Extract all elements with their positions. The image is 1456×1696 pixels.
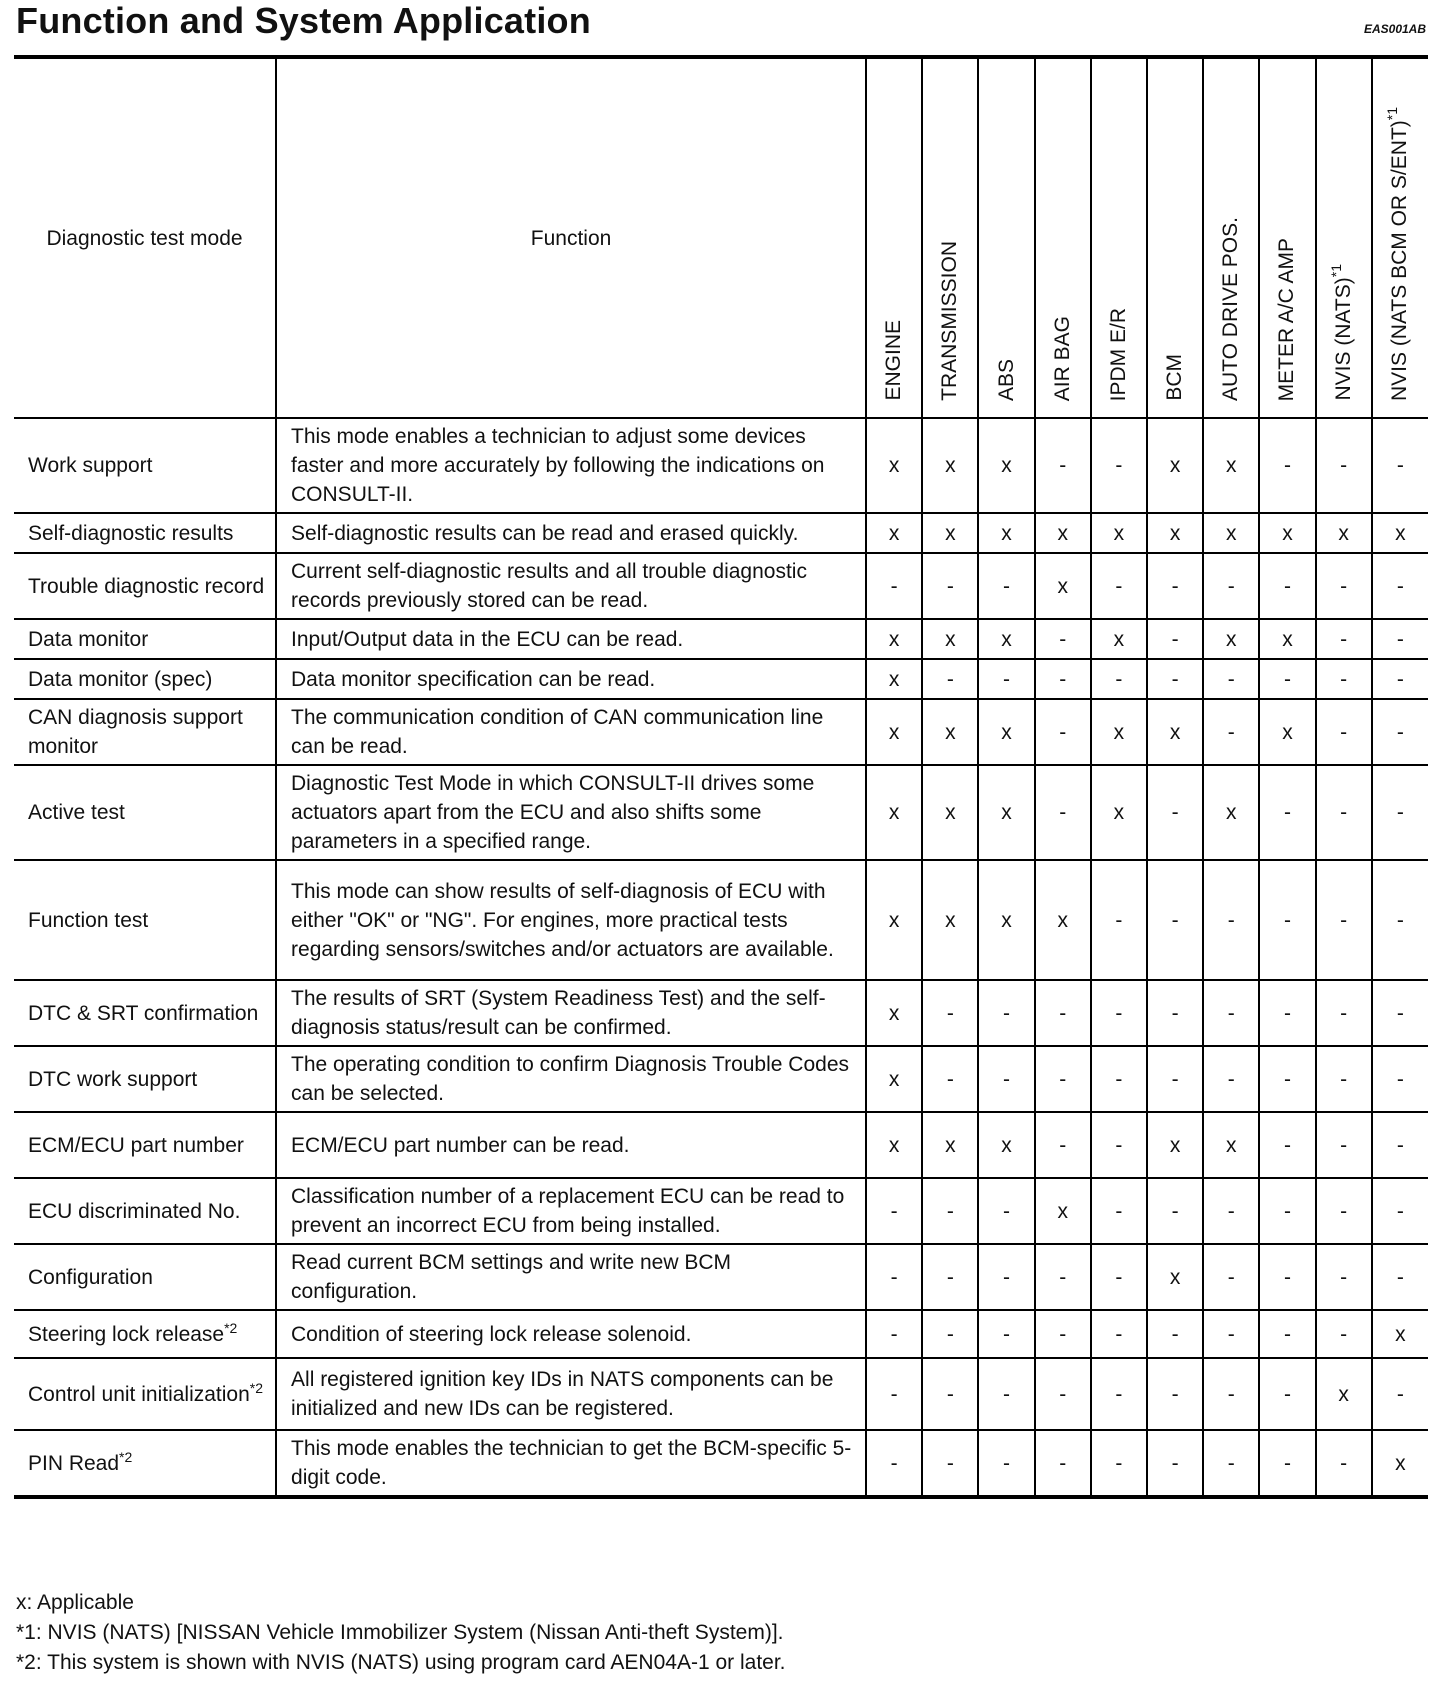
table-row [14,1310,1428,1358]
applicability-mark: - [1259,1112,1315,1178]
diagnostic-mode-label: Active test [28,801,125,824]
table-row [14,765,1428,860]
applicability-mark: - [1372,553,1428,619]
applicability-mark: - [1147,553,1203,619]
applicability-mark: - [1316,1244,1372,1310]
applicability-mark: x [978,699,1034,765]
function-description-cell: Condition of steering lock release solenoid. [276,1310,866,1358]
applicability-mark: - [1316,765,1372,860]
diagnostic-mode-cell [14,1310,276,1358]
applicability-mark: x [1259,699,1315,765]
applicability-mark: - [1203,1046,1259,1112]
applicability-mark: - [1259,1358,1315,1430]
diagnostic-mode-cell [14,1178,276,1244]
applicability-mark: - [1091,659,1147,699]
applicability-mark: - [1259,553,1315,619]
applicability-mark: x [978,1112,1034,1178]
applicability-mark: - [1203,553,1259,619]
applicability-mark: - [1259,1244,1315,1310]
applicability-mark: - [978,1430,1034,1497]
applicability-mark: - [1091,1358,1147,1430]
applicability-mark: - [1147,1430,1203,1497]
table-row [14,553,1428,619]
function-description-cell: This mode enables the technician to get the BCM-specific 5-digit code. [276,1430,866,1497]
applicability-mark: - [866,1178,922,1244]
applicability-mark: - [978,1244,1034,1310]
function-description-cell: Diagnostic Test Mode in which CONSULT-II drives some actuators apart from the ECU and also shifts some parameters in a specified range. [276,765,866,860]
applicability-mark: - [922,1358,978,1430]
applicability-mark: - [1091,860,1147,980]
table-row [14,1244,1428,1310]
applicability-mark: x [978,860,1034,980]
table-row [14,699,1428,765]
applicability-mark: x [1035,553,1091,619]
header-system [1372,57,1428,418]
applicability-mark: x [922,513,978,553]
applicability-mark: - [1203,1310,1259,1358]
applicability-mark: - [1372,1178,1428,1244]
applicability-mark: - [1147,1178,1203,1244]
header-system-footnote: *1 [1384,106,1401,121]
applicability-mark: - [866,1358,922,1430]
header-system [922,57,978,418]
applicability-mark: x [1259,619,1315,659]
diagnostic-mode-cell [14,699,276,765]
applicability-mark: - [1259,1178,1315,1244]
applicability-mark: x [922,418,978,513]
applicability-mark: - [978,1310,1034,1358]
applicability-mark: x [1091,513,1147,553]
table-header-row [14,57,1428,418]
header-system-footnote: *1 [1327,264,1344,278]
applicability-mark: - [1372,699,1428,765]
applicability-mark: - [1372,1244,1428,1310]
diagnostic-mode-label: CAN diagnosis support monitor [28,706,243,758]
diagnostic-mode-cell [14,765,276,860]
applicability-mark: - [1372,619,1428,659]
function-description-cell: The operating condition to confirm Diagnosis Trouble Codes can be selected. [276,1046,866,1112]
applicability-mark: - [1316,1112,1372,1178]
applicability-mark: - [1147,659,1203,699]
applicability-mark: - [1372,1112,1428,1178]
function-description-cell: ECM/ECU part number can be read. [276,1112,866,1178]
applicability-mark: - [978,1178,1034,1244]
header-system-label: AUTO DRIVE POS. [1219,217,1243,401]
page-title: Function and System Application [16,0,591,41]
applicability-mark: x [978,513,1034,553]
applicability-mark: - [922,1310,978,1358]
applicability-mark: x [1147,699,1203,765]
document-code: EAS001AB [1363,22,1426,36]
applicability-mark: - [1259,1046,1315,1112]
applicability-mark: x [922,699,978,765]
applicability-mark: - [1259,860,1315,980]
footnote-1: *1: NVIS (NATS) [NISSAN Vehicle Immobilizer System (Nissan Anti-theft System)]. [16,1621,784,1644]
applicability-mark: - [1203,980,1259,1046]
footnote-applicable: x: Applicable [16,1591,134,1614]
diagnostic-mode-label: Trouble diagnostic record [28,574,265,598]
applicability-mark: x [1035,513,1091,553]
diagnostic-mode-label: Self-diagnostic results [28,521,234,545]
applicability-mark: - [1035,699,1091,765]
applicability-mark: x [866,860,922,980]
applicability-mark: - [866,553,922,619]
applicability-mark: - [1316,619,1372,659]
applicability-mark: x [1147,418,1203,513]
applicability-mark: - [1259,1430,1315,1497]
applicability-mark: - [1091,980,1147,1046]
applicability-mark: - [1091,1178,1147,1244]
applicability-mark: x [922,860,978,980]
applicability-mark: - [922,659,978,699]
function-description-cell: The communication condition of CAN communication line can be read. [276,699,866,765]
applicability-mark: x [1203,418,1259,513]
diagnostic-mode-label: Data monitor (spec) [28,667,213,691]
applicability-mark: x [1259,513,1315,553]
applicability-mark: x [1147,513,1203,553]
applicability-mark: - [1035,1310,1091,1358]
header-system-label: IPDM E/R [1106,307,1130,401]
function-description-cell: The results of SRT (System Readiness Test) and the self-diagnosis status/result can be confirmed. [276,980,866,1046]
diagnostic-mode-label: Function test [28,908,149,932]
table-row [14,980,1428,1046]
applicability-mark: - [1203,659,1259,699]
header-system [1147,57,1203,418]
diagnostic-mode-label: ECM/ECU part number [28,1133,244,1157]
applicability-mark: - [1035,1430,1091,1497]
applicability-mark: - [1316,418,1372,513]
applicability-mark: x [978,619,1034,659]
footnote-marker: *2 [249,1379,264,1396]
applicability-mark: - [978,553,1034,619]
applicability-mark: x [1203,1112,1259,1178]
applicability-mark: - [1316,1178,1372,1244]
applicability-mark: - [1147,860,1203,980]
applicability-mark: x [922,619,978,659]
applicability-mark: - [1203,1358,1259,1430]
applicability-mark: x [1035,1178,1091,1244]
applicability-mark: x [866,659,922,699]
applicability-mark: - [1259,765,1315,860]
applicability-mark: - [1091,418,1147,513]
applicability-mark: - [978,659,1034,699]
applicability-mark: x [1203,765,1259,860]
diagnostic-mode-label: ECU discriminated No. [28,1199,241,1223]
applicability-mark: - [1147,1046,1203,1112]
applicability-mark: - [1259,418,1315,513]
applicability-mark: - [1372,1046,1428,1112]
applicability-mark: x [1091,619,1147,659]
applicability-mark: - [1316,699,1372,765]
diagnostic-mode-cell [14,1112,276,1178]
applicability-mark: - [1203,699,1259,765]
applicability-mark: - [978,980,1034,1046]
header-system-label: METER A/C AMP [1275,237,1299,401]
applicability-mark: - [1147,1310,1203,1358]
header-system-label: AIR BAG [1050,315,1074,401]
applicability-mark: - [1035,1358,1091,1430]
header-diagnostic-test-mode: Diagnostic test mode [14,57,276,418]
applicability-mark: x [1316,1358,1372,1430]
applicability-mark: - [922,980,978,1046]
applicability-mark: - [1091,1112,1147,1178]
applicability-mark: - [978,1358,1034,1430]
header-system-label: NVIS (NATS BCM OR S/ENT) [1388,120,1412,401]
applicability-mark: - [1035,1244,1091,1310]
applicability-mark: - [1372,980,1428,1046]
diagnostic-mode-label: Work support [28,454,153,477]
applicability-mark: - [1316,1310,1372,1358]
header-system [1035,57,1091,418]
diagnostic-mode-label: Configuration [28,1265,153,1289]
function-description-cell: This mode enables a technician to adjust some devices faster and more accurately by following the indications on CONSULT-II. [276,418,866,513]
applicability-mark: - [1316,860,1372,980]
applicability-mark: x [866,619,922,659]
diagnostic-mode-label: Data monitor [28,627,149,651]
function-description-cell: Read current BCM settings and write new BCM configuration. [276,1244,866,1310]
applicability-mark: - [1203,860,1259,980]
diagnostic-mode-label: Steering lock release [28,1322,225,1346]
table-row [14,1430,1428,1497]
header-system [1203,57,1259,418]
applicability-mark: - [922,1244,978,1310]
applicability-mark: - [1091,1046,1147,1112]
applicability-mark: - [866,1430,922,1497]
header-system-label: ENGINE [882,320,906,401]
applicability-mark: - [1147,980,1203,1046]
diagnostic-mode-label: DTC & SRT confirmation [28,1001,259,1025]
applicability-mark: x [866,980,922,1046]
applicability-mark: - [1316,1046,1372,1112]
applicability-mark: x [1091,765,1147,860]
applicability-mark: - [866,1244,922,1310]
header-system-label: ABS [994,358,1018,401]
header-system [1091,57,1147,418]
header-function: Function [276,57,866,418]
diagnostic-mode-label: DTC work support [28,1067,198,1091]
applicability-mark: - [1203,1178,1259,1244]
applicability-mark: - [1035,619,1091,659]
applicability-mark: x [1203,619,1259,659]
applicability-mark: - [1372,659,1428,699]
table-row [14,1358,1428,1430]
applicability-mark: - [1091,1430,1147,1497]
diagnostic-mode-cell [14,513,276,553]
diagnostic-mode-label: Control unit initialization [28,1382,250,1406]
header-system [978,57,1034,418]
applicability-mark: - [1035,765,1091,860]
function-description-cell: This mode can show results of self-diagnosis of ECU with either "OK" or "NG". For engines, more practical tests regarding sensors/switches and/or actuators are available. [276,860,866,980]
applicability-mark: - [1259,1310,1315,1358]
applicability-mark: x [866,1112,922,1178]
diagnostic-mode-cell [14,418,276,513]
header-system [866,57,922,418]
applicability-mark: x [866,513,922,553]
diagnostic-mode-cell [14,619,276,659]
applicability-mark: - [1316,1430,1372,1497]
applicability-mark: x [866,765,922,860]
applicability-mark: x [978,418,1034,513]
applicability-mark: - [1035,980,1091,1046]
table-row [14,659,1428,699]
applicability-mark: x [1147,1112,1203,1178]
function-description-cell: Input/Output data in the ECU can be read. [276,619,866,659]
function-description-cell: Data monitor specification can be read. [276,659,866,699]
function-system-table [14,55,1428,1499]
header-system-label: TRANSMISSION [938,241,962,401]
table-row [14,513,1428,553]
applicability-mark: x [1147,1244,1203,1310]
applicability-mark: x [978,765,1034,860]
diagnostic-mode-cell [14,659,276,699]
applicability-mark: x [1316,513,1372,553]
applicability-mark: - [1035,659,1091,699]
applicability-mark: - [1316,659,1372,699]
applicability-mark: x [866,699,922,765]
header-system-label: BCM [1163,354,1187,401]
diagnostic-mode-cell [14,1046,276,1112]
applicability-mark: - [1316,980,1372,1046]
table-row [14,619,1428,659]
applicability-mark: x [922,765,978,860]
table-row [14,1112,1428,1178]
applicability-mark: - [866,1310,922,1358]
diagnostic-mode-cell [14,980,276,1046]
applicability-mark: x [1372,1430,1428,1497]
applicability-mark: - [1147,765,1203,860]
function-description-cell: Current self-diagnostic results and all trouble diagnostic records previously stored can be read. [276,553,866,619]
diagnostic-mode-cell [14,1430,276,1497]
applicability-mark: - [1372,418,1428,513]
applicability-mark: - [1035,1046,1091,1112]
diagnostic-mode-cell [14,1358,276,1430]
applicability-mark: x [1372,1310,1428,1358]
applicability-mark: - [922,1046,978,1112]
footnote-marker: *2 [224,1319,238,1336]
applicability-mark: - [922,553,978,619]
header-system [1316,57,1372,418]
function-description-cell: Self-diagnostic results can be read and erased quickly. [276,513,866,553]
diagnostic-mode-cell [14,553,276,619]
table-row [14,1178,1428,1244]
applicability-mark: x [866,418,922,513]
function-description-cell: All registered ignition key IDs in NATS components can be initialized and new IDs can be registered. [276,1358,866,1430]
applicability-mark: - [1259,659,1315,699]
applicability-mark: - [1203,1430,1259,1497]
applicability-mark: - [1203,1244,1259,1310]
applicability-mark: - [1316,553,1372,619]
applicability-mark: x [922,1112,978,1178]
function-description-cell: Classification number of a replacement ECU can be read to prevent an incorrect ECU from being installed. [276,1178,866,1244]
applicability-mark: - [978,1046,1034,1112]
footnote-2: *2: This system is shown with NVIS (NATS) using program card AEN04A-1 or later. [16,1651,786,1674]
diagnostic-mode-cell [14,860,276,980]
diagnostic-mode-cell [14,1244,276,1310]
table-row [14,860,1428,980]
applicability-mark: - [1147,619,1203,659]
applicability-mark: x [1203,513,1259,553]
applicability-mark: - [1035,418,1091,513]
applicability-mark: - [1372,860,1428,980]
table-row [14,418,1428,513]
applicability-mark: - [922,1430,978,1497]
applicability-mark: - [1091,1310,1147,1358]
applicability-mark: x [1091,699,1147,765]
footnotes [16,1588,786,1678]
applicability-mark: - [1372,1358,1428,1430]
applicability-mark: - [1147,1358,1203,1430]
table-row [14,1046,1428,1112]
diagnostic-mode-label: PIN Read [28,1451,120,1475]
footnote-marker: *2 [119,1448,133,1465]
applicability-mark: - [922,1178,978,1244]
header-system-label: NVIS (NATS) [1331,277,1355,401]
applicability-mark: x [1372,513,1428,553]
applicability-mark: x [1035,860,1091,980]
applicability-mark: x [866,1046,922,1112]
applicability-mark: - [1372,765,1428,860]
applicability-mark: - [1035,1112,1091,1178]
header-system [1259,57,1315,418]
applicability-mark: - [1259,980,1315,1046]
applicability-mark: - [1091,1244,1147,1310]
applicability-mark: - [1091,553,1147,619]
